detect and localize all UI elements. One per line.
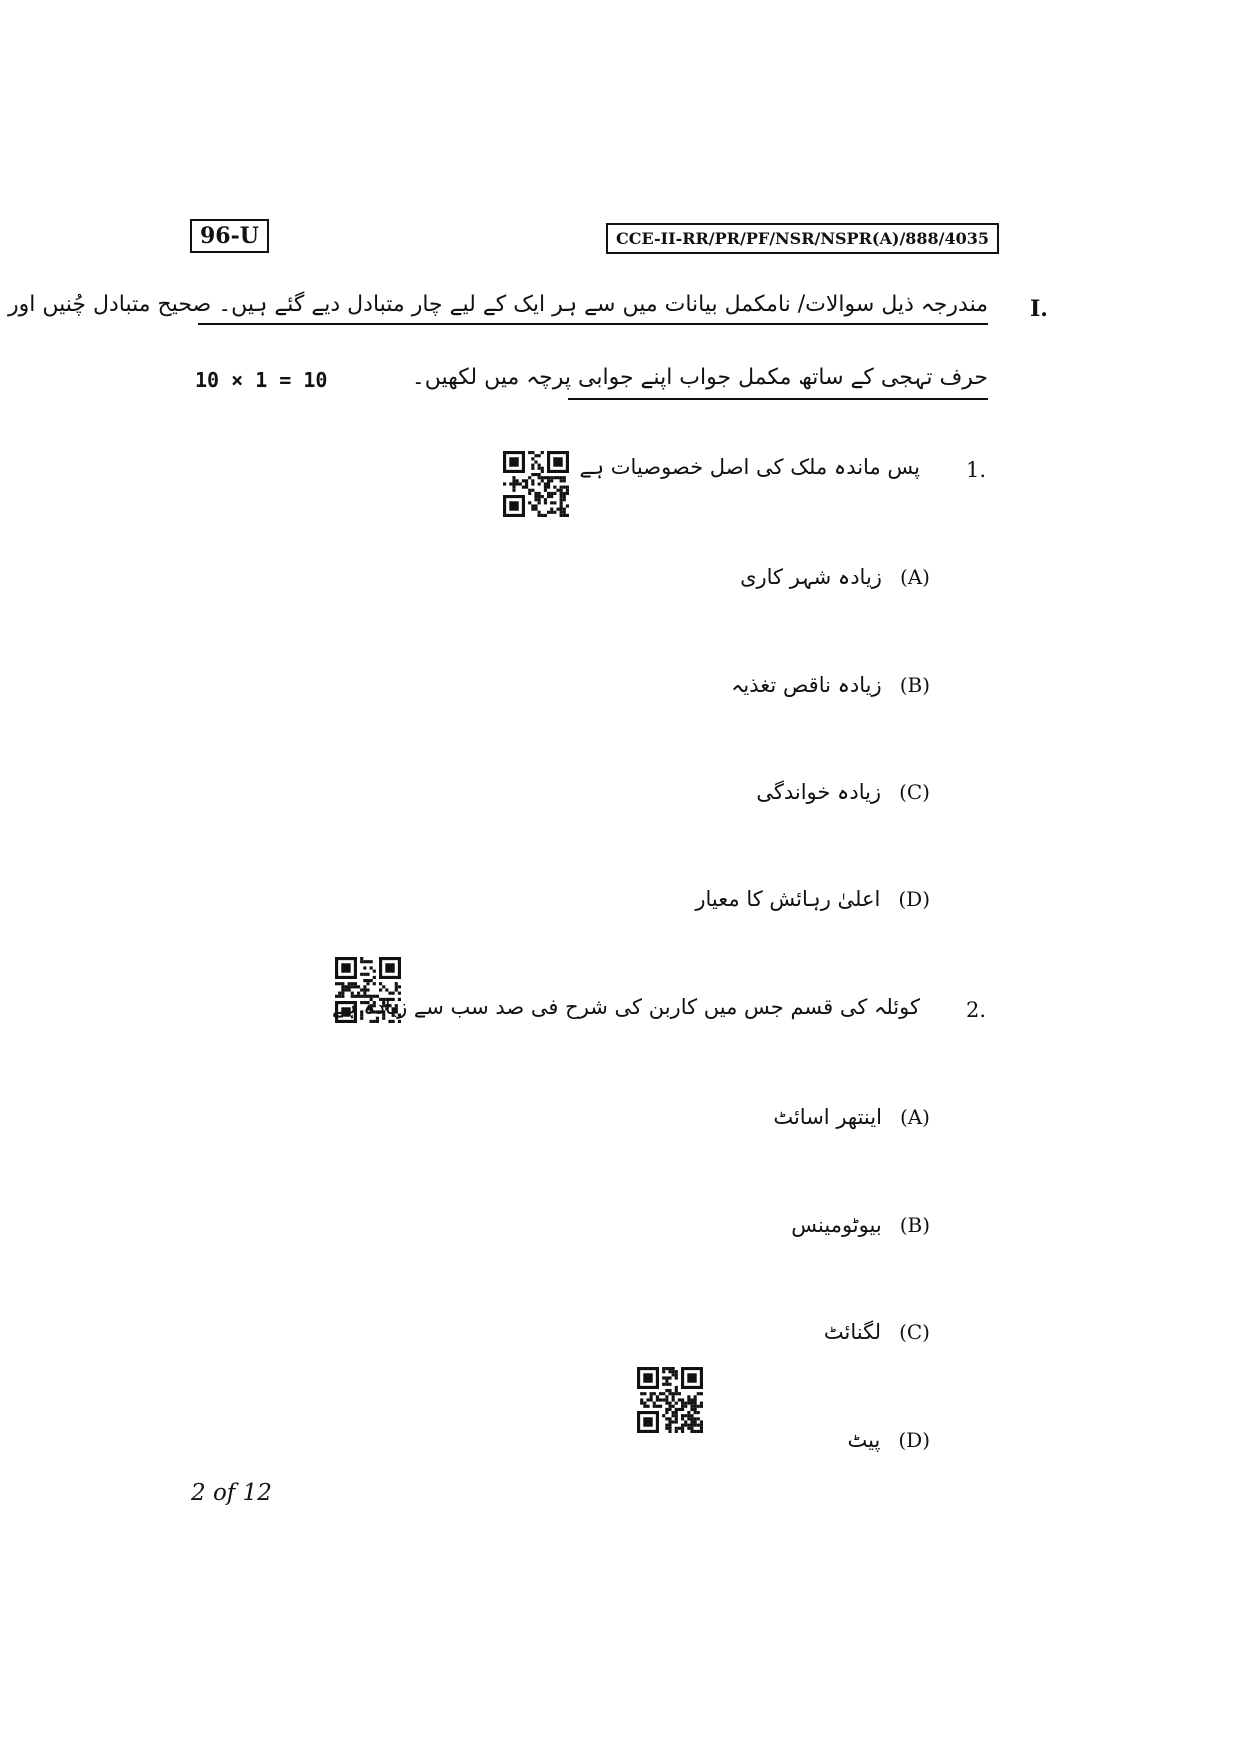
qr-code-icon (503, 451, 569, 517)
option-label: (C) (899, 1320, 930, 1344)
page-number: 2 of 12 (191, 1480, 272, 1506)
option-label: (D) (898, 1428, 930, 1452)
option-label: (A) (899, 565, 930, 589)
instruction-line-1: مندرجہ ذیل سوالات/ نامکمل بیانات میں سے ہر ایک کے لیے چار متبادل دیے گئے ہیں۔ صحیح متبادل چُنیں اور (198, 292, 988, 325)
option-text: زیادہ خواندگی (756, 780, 882, 804)
option-label: (B) (899, 1213, 930, 1237)
option-text: اینتھر اسائٹ (773, 1105, 882, 1129)
option-text: زیادہ شہر کاری (740, 565, 882, 589)
marks-formula: 10 × 1 = 10 (195, 368, 328, 392)
qr-code-icon (637, 1367, 703, 1433)
question-2-option-c (824, 1320, 930, 1344)
question-2-text: کوئلہ کی قسم جس میں کاربن کی شرح فی صد سب سے زیادہ ہے (331, 995, 920, 1019)
option-text: بیوٹومینس (791, 1213, 882, 1237)
option-text: زیادہ ناقص تغذیہ (731, 673, 882, 697)
option-text: پیٹ (847, 1428, 881, 1452)
question-1-option-c (756, 780, 930, 804)
question-1-option-a (740, 565, 930, 589)
section-number: I. (1030, 296, 1048, 322)
question-1-option-d (695, 887, 930, 911)
question-2-option-b (791, 1213, 930, 1237)
question-2-number: 2. (966, 998, 987, 1022)
question-1-number: 1. (966, 458, 987, 482)
paper-code: 96-U (190, 219, 269, 253)
instruction-line-2: حرف تہجی کے ساتھ مکمل جواب اپنے جوابی پرچہ میں لکھیں۔ (568, 365, 988, 400)
question-2-option-a (773, 1105, 930, 1129)
series-code: CCE-II-RR/PR/PF/NSR/NSPR(A)/888/4035 (606, 223, 999, 254)
option-label: (B) (899, 673, 930, 697)
question-1-text: پس ماندہ ملک کی اصل خصوصیات ہے (579, 455, 920, 479)
option-label: (D) (898, 887, 930, 911)
option-label: (C) (899, 780, 930, 804)
question-1-option-b (731, 673, 930, 697)
question-2-option-d (848, 1428, 930, 1452)
option-text: اعلیٰ رہائش کا معیار (695, 887, 881, 911)
option-label: (A) (899, 1105, 930, 1129)
option-text: لگنائٹ (823, 1320, 882, 1344)
